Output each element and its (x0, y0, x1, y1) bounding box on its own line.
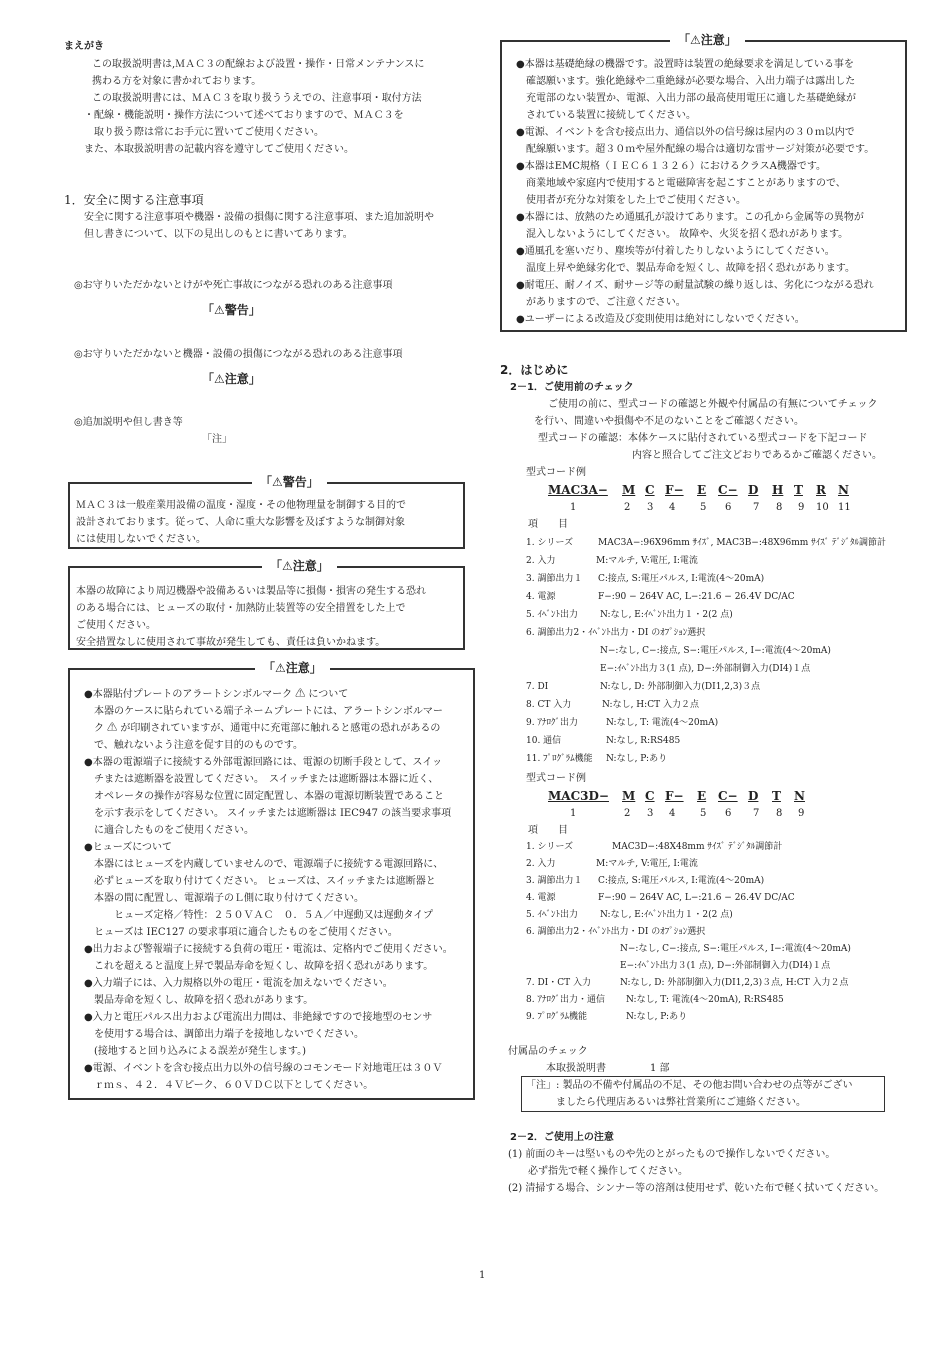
caution-line: これを超えると温度上昇で製品寿命を短くし、故障を招く恐れがあります。 (84, 961, 434, 972)
code-segment: E (697, 483, 707, 497)
safety-line: 安全に関する注意事項や機器・設備の損傷に関する注意事項、また追加説明や (84, 212, 434, 223)
code-number: 4 (669, 808, 676, 819)
caution-line: ●本器は基礎絶縁の機器です。設置時は装置の絶縁要求を満足している事を (516, 59, 854, 70)
code-segment: H (772, 483, 784, 497)
code-segment: N (794, 789, 805, 803)
model-code-1 (548, 482, 868, 516)
caution-line: 充電部のない装置か、電源、入出力部の最高使用電圧に適した基礎絶縁が (516, 93, 856, 104)
code-item-name: 6. 調節出力2・ｲﾍﾞﾝﾄ出力・DI のｵﾌﾟｼｮﾝ選択 (526, 628, 706, 638)
code-segment: D (748, 483, 759, 497)
code-number: 2 (624, 502, 631, 513)
code-segment: M (622, 789, 636, 803)
code-number: 6 (725, 502, 732, 513)
warning-line: には使用しないでください。 (76, 534, 206, 545)
code-item-name: 3. 調節出力１ (526, 876, 583, 886)
code-segment: MAC3D− (548, 789, 609, 803)
usage-line: 必ず指先で軽く操作してください。 (508, 1166, 688, 1177)
code-item-desc: F−:90 − 264V AC, L−:21.6 − 26.4V DC/AC (598, 592, 795, 602)
code-segment: T (772, 789, 781, 803)
code-item-desc: N−:なし, C−:接点, S−:電圧パルス, I−:電流(4〜20mA) (600, 646, 831, 656)
code-item-desc: N:なし, E:ｲﾍﾞﾝﾄ出力１・2(2 点) (600, 910, 733, 920)
caution-line: を示す表示をしてください。 スイッチまたは遮断器は IEC947 の該当要求事項 (84, 808, 452, 819)
caution-line: 混入しないようにしてください。 故障や、火災を招く恐れがあります。 (516, 229, 849, 240)
code-item-name: 2. 入力 (526, 556, 556, 566)
preface-text (84, 56, 424, 158)
code-item-name: 5. ｲﾍﾞﾝﾄ出力 (526, 610, 578, 620)
caution-line: 製品寿命を短くし、故障を招く恐れがあります。 (84, 995, 314, 1006)
code-item-desc: M:マルチ, V:電圧, I:電流 (596, 556, 698, 566)
caution-line: 使用者が充分な対策をした上でご使用ください。 (516, 195, 746, 206)
legend-caution-label: 「⚠注意」 (202, 372, 261, 386)
page-number: 1 (479, 1270, 486, 1281)
code-segment: E (697, 789, 707, 803)
caution-line: 配線願います。超３０ｍや屋外配線の場合は適切な雷サージ対策が必要です。 (516, 144, 875, 155)
code-number: 5 (700, 502, 707, 513)
caution-line: ヒューズ定格／特性：２５０ＶＡＣ ０．５Ａ／中遅動又は遅動タイプ (84, 910, 433, 921)
code-example-label: 型式コード例 (526, 773, 586, 784)
caution-line: 確認願います。強化絶縁や二重絶縁が必要な場合、入出力端子は露出した (516, 76, 856, 87)
legend-caution-desc: ◎お守りいただかないと機器・設備の損傷につながる恐れのある注意事項 (74, 349, 403, 360)
caution-line: 必ずヒューズを取り付けてください。 ヒューズは、スイッチまたは遮断器と (84, 876, 436, 887)
safety-line: 但し書きについて、以下の見出しのもとに書いてあります。 (84, 229, 353, 240)
code-number: 3 (647, 808, 654, 819)
caution-line: ヒューズは IEC127 の要求事項に適合したものをご使用ください。 (84, 927, 398, 938)
code-number: 8 (776, 808, 783, 819)
caution-line: ●本器の電源端子に接続する外部電源回路には、電源の切断手段として、スイッ (84, 757, 443, 768)
code-number: 1 (570, 808, 577, 819)
code-item-name: 1. シリーズ (526, 538, 573, 548)
caution-box-insulation (500, 40, 907, 332)
caution-box-damage-title: 「⚠注意」 (262, 558, 337, 574)
caution-line: に適合したものをご使用ください。 (84, 825, 254, 836)
check-line: ご使用の前に、型式コードの確認と外観や付属品の有無についてチェック (548, 399, 878, 410)
code-number: 6 (725, 808, 732, 819)
code-item-name: 2. 入力 (526, 859, 556, 869)
code-number: 2 (624, 808, 631, 819)
caution-line: ●電源、イベントを含む接点出力以外の信号線のコモンモード対地電圧は３０Ｖ (84, 1063, 443, 1074)
note-line: ましたら代理店あるいは弊社営業所にご連絡ください。 (526, 1097, 806, 1108)
code-segment: T (794, 483, 803, 497)
code-number: 9 (798, 502, 805, 513)
warning-line: ＭＡＣ３は一般産業用設備の温度・湿度・その他物理量を制御する目的で (76, 500, 406, 511)
usage-line: (1) 前面のキーは堅いものや先のとがったもので操作しないでください。 (508, 1149, 836, 1160)
model-check-line: 内容と照合してご注文どおりであるかご確認ください。 (632, 450, 882, 461)
caution-line: で、触れないよう注意を促す目的のものです。 (84, 740, 303, 751)
code-number: 7 (753, 502, 760, 513)
caution-line: ●入力と電圧パルス出力および電流出力間は、非絶縁ですので接地型のセンサ (84, 1012, 433, 1023)
code-number: 8 (776, 502, 783, 513)
code-item-desc: N:なし, E:ｲﾍﾞﾝﾄ出力１・2(2 点) (600, 610, 733, 620)
code1-items-header: 項 目 (528, 519, 568, 530)
code-item-desc: C:接点, S:電圧パルス, I:電流(4〜20mA) (598, 876, 765, 886)
note-line: 「注」: 製品の不備や付属品の不足、その他お問い合わせの点等がござい (526, 1080, 853, 1091)
code-item-desc: C:接点, S:電圧パルス, I:電流(4〜20mA) (598, 574, 765, 584)
code-number: 9 (798, 808, 805, 819)
caution-line: ●ヒューズについて (84, 842, 173, 853)
caution-line: オペレータの操作が容易な位置に固定配置し、本器の電源切断装置であること (84, 791, 444, 802)
caution-line: ●通風孔を塞いだり、塵埃等が付着したりしないようにしてください。 (516, 246, 835, 257)
warning-line: 設計されております。従って、人命に重大な影響を及ぼすような制御対象 (76, 517, 405, 528)
code-number: 5 (700, 808, 707, 819)
code-segment: D (748, 789, 759, 803)
caution-line: 安全措置なしに使用されて事故が発生しても、責任は負いかねます。 (76, 637, 386, 648)
preface-line: この取扱説明書は,ＭＡＣ３の配線および設置・操作・日常メンテナンスに (92, 59, 425, 70)
caution-line: のある場合には、ヒューズの取付・加熱防止装置等の安全措置をした上で (76, 603, 406, 614)
code-item-desc: F−:90 − 264V AC, L−:21.6 − 26.4V DC/AC (598, 893, 795, 903)
code-item-desc: N:なし, T: 電流(4〜20mA) (606, 718, 719, 728)
code-segment: C (645, 789, 655, 803)
intro-section-title: 2．はじめに (500, 363, 569, 377)
code-item-name: 8. CT 入力 (526, 700, 572, 710)
legend-warning-desc: ◎お守りいただかないとけがや死亡事故につながる恐れのある注意事項 (74, 280, 393, 291)
code-item-desc: N:なし, T: 電流(4〜20mA), R:RS485 (626, 995, 784, 1005)
code-item-name: 4. 電源 (526, 592, 556, 602)
code-item-name: 11. ﾌﾟﾛｸﾞﾗﾑ機能 (526, 754, 593, 764)
pre-use-check-title: 2－1．ご使用前のチェック (510, 382, 634, 393)
legend-note-label: 「注」 (202, 434, 232, 445)
code-segment: R (816, 483, 826, 497)
code-item-name: 3. 調節出力１ (526, 574, 583, 584)
preface-line: 携わる方を対象に書かれております。 (92, 76, 262, 87)
code-item-name: 4. 電源 (526, 893, 556, 903)
code-item-name: 9. ｱﾅﾛｸﾞ出力 (526, 718, 578, 728)
caution-line: ご使用ください。 (76, 620, 156, 631)
model-check-line: 型式コードの確認：本体ケースに貼付されている型式コードを下記コード (538, 433, 868, 444)
code-item-name: 8. ｱﾅﾛｸﾞ出力・通信 (526, 995, 605, 1005)
safety-intro (84, 209, 434, 243)
code-item-name: 7. DI (526, 682, 549, 692)
caution-line: を使用する場合は、調節出力端子を接地しないでください。 (84, 1029, 364, 1040)
caution-line: 本器にはヒューズを内蔵していませんので、電源端子に接続する電源回路に、 (84, 859, 444, 870)
caution-line: ●耐電圧、耐ノイズ、耐サージ等の耐量試験の繰り返しは、劣化につながる恐れ (516, 280, 874, 291)
accessory-name: 本取扱説明書 (546, 1063, 606, 1074)
caution-line: ●出力および警報端子に接続する負荷の電圧・電流は、定格内でご使用ください。 (84, 944, 453, 955)
usage-line: (2) 清掃する場合、シンナー等の溶剤は使用せず、乾いた布で軽く拭いてください。 (508, 1183, 885, 1194)
code-item-desc: N:なし, P:あり (626, 1012, 688, 1022)
caution-line: 本器の故障により周辺機器や設備あるいは製品等に損傷・損害の発生する恐れ (76, 586, 426, 597)
caution-line: ●ユーザーによる改造及び変則使用は絶対にしないでください。 (516, 314, 805, 325)
code-item-desc: N:なし, D: 外部制御入力(DI1,2,3)３点 (600, 682, 761, 692)
caution-line: ●本器はEMC規格（ＩＥＣ６１３２６）におけるクラスA機器です。 (516, 161, 827, 172)
check-line: を行い、間違いや損傷や不足のないことをご確認ください。 (534, 416, 804, 427)
accessory-qty: 1 部 (650, 1063, 670, 1074)
code-item-name: 10. 通信 (526, 736, 562, 746)
preface-title: まえがき (64, 41, 104, 52)
caution-box-insulation-title: 「⚠注意」 (670, 32, 745, 48)
preface-line: また、本取扱説明書の記載内容を遵守してご使用ください。 (84, 144, 354, 155)
caution-box-damage (68, 566, 465, 650)
model-code-2 (548, 788, 868, 822)
code-segment: F− (665, 483, 684, 497)
code-item-desc: N−:なし, C−:接点, S−:電圧パルス, I−:電流(4〜20mA) (620, 944, 851, 954)
caution-line: ●本器には、放熱のため通風孔が設けてあります。この孔から金属等の異物が (516, 212, 864, 223)
caution-line: されている装置に接続してください。 (516, 110, 696, 121)
code-number: 10 (816, 502, 829, 513)
code-segment: C (645, 483, 655, 497)
code-item-desc: MAC3A−:96X96mm ｻｲｽﾞ, MAC3B−:48X96mm ｻｲｽﾞ ﾃﾞｼﾞﾀﾙ調節計 (598, 538, 886, 548)
preface-line: ・配線・機能説明・操作方法について述べておりますので、ＭＡＣ３を (84, 110, 404, 121)
code-item-desc: N:なし, H:CT 入力２点 (602, 700, 699, 710)
code-segment: MAC3A− (548, 483, 608, 497)
caution-line: 商業地域や家庭内で使用すると電磁障害を起こすことがありますので、 (516, 178, 846, 189)
code-item-name: 5. ｲﾍﾞﾝﾄ出力 (526, 910, 578, 920)
caution-line: ●電源、イベントを含む接点出力、通信以外の信号線は屋内の３０ｍ以内で (516, 127, 855, 138)
code2-items-header: 項 目 (528, 825, 568, 836)
preface-line: 取り扱う際は常にお手元に置いてご使用ください。 (94, 127, 324, 138)
safety-section-title: 1．安全に関する注意事項 (64, 193, 204, 207)
code-item-desc: E−:ｲﾍﾞﾝﾄ出力３(1 点), D−:外部制御入力(DI4)１点 (600, 664, 811, 674)
code-segment: C− (718, 483, 738, 497)
warning-box (68, 482, 465, 549)
code-item-name: 9. ﾌﾟﾛｸﾞﾗﾑ機能 (526, 1012, 587, 1022)
code-example-label: 型式コード例 (526, 467, 586, 478)
accessories-title: 付属品のチェック (508, 1046, 588, 1057)
caution-line: ●本器貼付プレートのアラートシンボルマーク ⚠ について (84, 689, 349, 700)
usage-notes-title: 2－2．ご使用上の注意 (510, 1132, 614, 1143)
code-item-desc: M:マルチ, V:電圧, I:電流 (596, 859, 698, 869)
caution-line: ク ⚠ が印刷されていますが、通電中に充電部に触れると感電の恐れがあるの (84, 723, 441, 734)
code-number: 3 (647, 502, 654, 513)
code-number: 11 (838, 502, 851, 513)
code-item-desc: MAC3D−:48X48mm ｻｲｽﾞ ﾃﾞｼﾞﾀﾙ調節計 (612, 842, 783, 852)
code-segment: M (622, 483, 636, 497)
warning-box-title: 「⚠警告」 (252, 474, 327, 490)
caution-box-installation (68, 668, 475, 1100)
caution-box-installation-title: 「⚠注意」 (255, 660, 330, 676)
caution-line: 本器の間に配置し、電源端子のＬ側に取り付けてください。 (84, 893, 364, 904)
caution-line: ｒｍｓ、４２．４Ｖピーク、６０ＶＤＣ以下としてください。 (84, 1080, 374, 1091)
code-item-desc: E−:ｲﾍﾞﾝﾄ出力３(1 点), D−:外部制御入力(DI4)１点 (620, 961, 831, 971)
code-segment: C− (718, 789, 738, 803)
legend-note-desc: ◎追加説明や但し書き等 (74, 417, 183, 428)
caution-line: ●入力端子には、入力規格以外の電圧・電流を加えないでください。 (84, 978, 393, 989)
code-number: 1 (570, 502, 577, 513)
code-item-name: 1. シリーズ (526, 842, 573, 852)
code-segment: F− (665, 789, 684, 803)
code-number: 7 (753, 808, 760, 819)
code-item-desc: N:なし, D: 外部制御入力(DI1,2,3)３点, H:CT 入力２点 (620, 978, 849, 988)
legend-warning-label: 「⚠警告」 (202, 303, 261, 317)
note-box (521, 1076, 885, 1112)
caution-line: チまたは遮断器を設置してください。 スイッチまたは遮断器は本器に近く、 (84, 774, 439, 785)
code-item-desc: N:なし, R:RS485 (606, 736, 681, 746)
caution-line: 本器のケースに貼られている端子ネームプレートには、アラートシンボルマー (84, 706, 443, 717)
usage-notes-text (508, 1146, 884, 1197)
code-number: 4 (669, 502, 676, 513)
code-item-name: 7. DI・CT 入力 (526, 978, 591, 988)
caution-line: (接地すると回り込みによる誤差が発生します。) (84, 1046, 307, 1057)
code-item-name: 6. 調節出力2・ｲﾍﾞﾝﾄ出力・DI のｵﾌﾟｼｮﾝ選択 (526, 927, 706, 937)
pre-use-check-text (534, 396, 878, 430)
code-item-desc: N:なし, P:あり (606, 754, 668, 764)
code-segment: N (838, 483, 849, 497)
caution-line: 温度上昇や絶縁劣化で、製品寿命を短くし、故障を招く恐れがあります。 (516, 263, 855, 274)
caution-line: がありますので、ご注意ください。 (516, 297, 686, 308)
preface-line: この取扱説明書には、ＭＡＣ３を取り扱ううえでの、注意事項・取付方法 (92, 93, 422, 104)
